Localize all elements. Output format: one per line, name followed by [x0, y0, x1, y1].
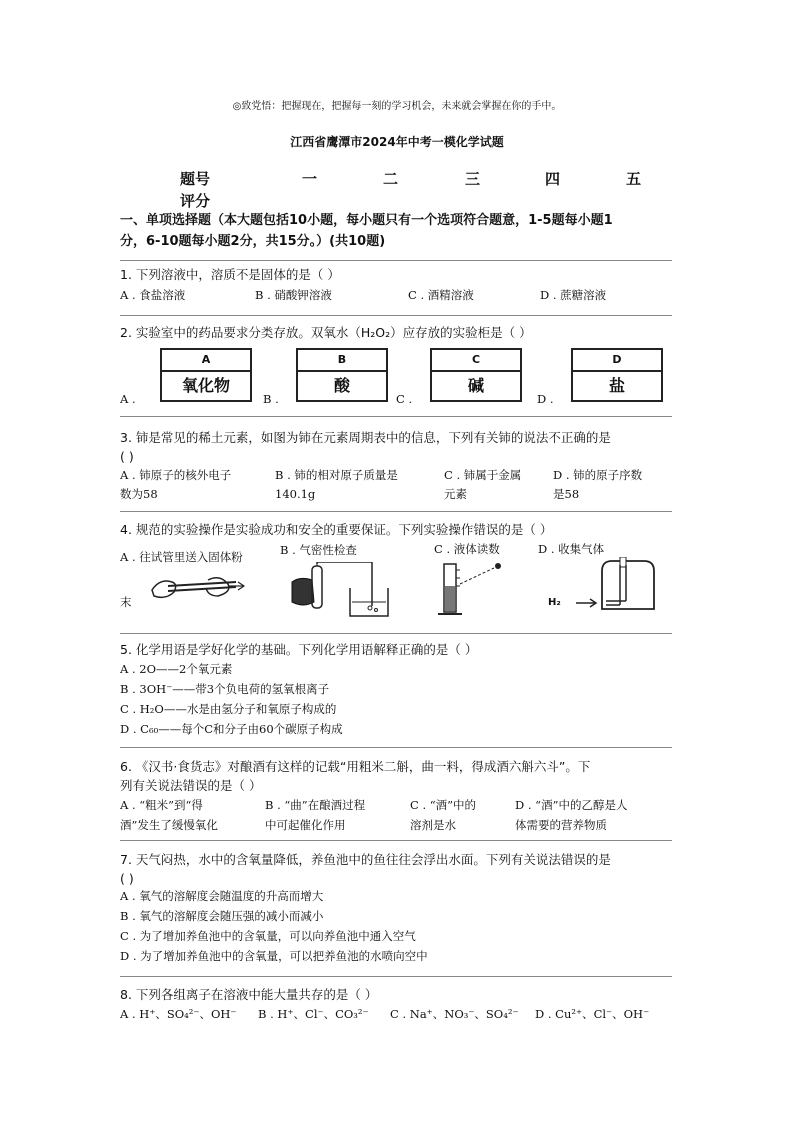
cabinet-category: 盐 — [608, 376, 625, 395]
cabinet-category: 碱 — [467, 376, 484, 395]
q8-option-a[interactable]: A . H⁺、SO₄²⁻、OH⁻ — [120, 1007, 237, 1021]
q5-option-c[interactable]: C . H₂O——水是由氢分子和氧原子构成的 — [120, 702, 337, 716]
q8-option-d[interactable]: D . Cu²⁺、Cl⁻、OH⁻ — [535, 1007, 650, 1021]
cabinet-letter: D — [573, 350, 661, 372]
question-stem-cont: ( ) — [120, 871, 134, 886]
question-stem: 2. 实验室中的药品要求分类存放。双氧水（H₂O₂）应存放的实验柜是（ ） — [120, 325, 532, 340]
q2-cabinet-d[interactable] — [571, 348, 663, 402]
question-stem: 3. 铈是常见的稀土元素，如图为铈在元素周期表中的信息，下列有关铈的说法不正确的是 — [120, 430, 611, 445]
option-line: B . 铈的相对原子质量是 — [275, 468, 398, 482]
option-line: A . “粗米”到“得 — [120, 798, 203, 812]
q1-option-b[interactable]: B . 硝酸钾溶液 — [255, 288, 332, 302]
q2-option-b-label[interactable]: B . — [263, 392, 279, 406]
q7-option-c[interactable]: C . 为了增加养鱼池中的含氧量，可以向养鱼池中通入空气 — [120, 929, 416, 943]
q7-option-d[interactable]: D . 为了增加养鱼池中的含氧量，可以把养鱼池的水喷向空中 — [120, 949, 428, 963]
page-title: 江西省鹰潭市2024年中考一模化学试题 — [290, 135, 504, 149]
option-line: A . 铈原子的核外电子 — [120, 468, 232, 482]
divider — [120, 416, 672, 417]
q4-option-a[interactable]: A . 往试管里送入固体粉 — [120, 550, 243, 564]
divider — [120, 976, 672, 977]
cabinet-letter: B — [298, 350, 386, 372]
q6-option-a[interactable] — [120, 795, 218, 835]
score-col-2: 二 — [383, 170, 399, 188]
q2-option-a-label[interactable]: A . — [120, 392, 136, 406]
question-7 — [120, 850, 676, 888]
option-line: C . 铈属于金属 — [444, 468, 522, 482]
question-6 — [120, 757, 676, 795]
cabinet-letter: C — [432, 350, 520, 372]
section-heading — [120, 210, 680, 252]
q2-cabinet-b[interactable] — [296, 348, 388, 402]
question-stem-cont: 列有关说法错误的是（ ） — [120, 778, 262, 793]
q4-option-c[interactable]: C . 液体读数 — [434, 542, 500, 556]
cabinet-category: 氧化物 — [181, 376, 230, 395]
powder-insertion-illustration — [148, 570, 248, 606]
score-header-label: 题号 — [180, 170, 211, 188]
q2-cabinet-a[interactable] — [160, 348, 252, 402]
question-stem: 8. 下列各组离子在溶液中能大量共存的是（ ） — [120, 987, 378, 1002]
option-line: 140.1g — [275, 487, 316, 501]
motto: ◎致党悟：把握现在，把握每一刻的学习机会，未来就会掌握在你的手中。 — [232, 101, 562, 112]
q4-option-a-cont: 末 — [120, 595, 132, 609]
q6-option-c[interactable] — [410, 795, 476, 835]
option-line: 体需要的营养物质 — [515, 818, 607, 832]
option-line: B . “曲”在酿酒过程 — [265, 798, 366, 812]
question-stem: 1. 下列溶液中，溶质不是固体的是（ ） — [120, 267, 340, 282]
question-stem: 6. 《汉书·食货志》对酿酒有这样的记载“用粗米二斛，曲一料，得成酒六斛六斗”。下 — [120, 759, 591, 774]
q3-option-a[interactable] — [120, 466, 231, 504]
divider — [120, 260, 672, 261]
q6-option-b[interactable] — [265, 795, 365, 835]
score-col-5: 五 — [626, 170, 642, 188]
q1-option-a[interactable]: A . 食盐溶液 — [120, 288, 186, 302]
q5-option-b[interactable]: B . 3OH⁻——带3个负电荷的氢氧根离子 — [120, 682, 330, 696]
q5-option-a[interactable]: A . 2O——2个氧元素 — [120, 662, 233, 676]
cylinder-reading-illustration — [436, 560, 506, 618]
q7-option-a[interactable]: A . 氧气的溶解度会随温度的升高而增大 — [120, 889, 324, 903]
divider — [120, 840, 672, 841]
divider — [120, 633, 672, 634]
q5-option-d[interactable]: D . C₆₀——每个C和分子由60个碳原子构成 — [120, 722, 343, 736]
section-line-1: 一、单项选择题（本大题包括10小题，每小题只有一个选项符合题意，1-5题每小题1 — [120, 213, 613, 228]
option-line: 酒”发生了缓慢氧化 — [120, 818, 218, 832]
option-line: 元素 — [444, 487, 467, 501]
q2-cabinet-c[interactable] — [430, 348, 522, 402]
option-line: 是58 — [553, 487, 580, 501]
option-line: 中可起催化作用 — [265, 818, 346, 832]
divider — [120, 747, 672, 748]
q8-option-c[interactable]: C . Na⁺、NO₃⁻、SO₄²⁻ — [390, 1007, 519, 1021]
q3-option-c[interactable] — [444, 466, 521, 504]
score-col-3: 三 — [465, 170, 481, 188]
question-5 — [120, 640, 676, 659]
q1-option-d[interactable]: D . 蔗糖溶液 — [540, 288, 607, 302]
airtightness-check-illustration — [284, 562, 394, 620]
option-line: 数为58 — [120, 487, 158, 501]
q4-option-d[interactable]: D . 收集气体 — [538, 542, 605, 556]
q4-option-b[interactable]: B . 气密性检查 — [280, 543, 357, 557]
question-stem: 5. 化学用语是学好化学的基础。下列化学用语解释正确的是（ ） — [120, 642, 478, 657]
option-line: D . “酒”中的乙醇是人 — [515, 798, 628, 812]
q1-option-c[interactable]: C . 酒精溶液 — [408, 288, 474, 302]
gas-collection-illustration — [546, 557, 662, 623]
option-line: D . 铈的原子序数 — [553, 468, 643, 482]
q3-option-b[interactable] — [275, 466, 398, 504]
question-stem-cont: ( ) — [120, 449, 134, 464]
question-stem: 7. 天气闷热，水中的含氧量降低，养鱼池中的鱼往往会浮出水面。下列有关说法错误的是 — [120, 852, 611, 867]
divider — [120, 511, 672, 512]
q3-option-d[interactable] — [553, 466, 642, 504]
q8-option-b[interactable]: B . H⁺、Cl⁻、CO₃²⁻ — [258, 1007, 369, 1021]
q2-option-d-label[interactable]: D . — [537, 392, 554, 406]
divider — [120, 315, 672, 316]
cabinet-letter: A — [162, 350, 250, 372]
score-col-4: 四 — [545, 170, 561, 188]
score-col-1: 一 — [302, 170, 318, 188]
question-8 — [120, 985, 676, 1004]
q2-option-c-label[interactable]: C . — [396, 392, 413, 406]
option-line: C . “酒”中的 — [410, 798, 477, 812]
q6-option-d[interactable] — [515, 795, 627, 835]
question-1 — [120, 265, 676, 284]
q7-option-b[interactable]: B . 氧气的溶解度会随压强的减小而减小 — [120, 909, 324, 923]
question-4 — [120, 520, 676, 539]
h2-label: H₂ — [548, 597, 561, 608]
section-line-2: 分，6-10题每小题2分，共15分。）(共10题) — [120, 234, 386, 249]
question-3 — [120, 428, 676, 466]
option-line: 溶剂是水 — [410, 818, 456, 832]
cabinet-category: 酸 — [333, 376, 350, 395]
question-2 — [120, 323, 676, 342]
question-stem: 4. 规范的实验操作是实验成功和安全的重要保证。下列实验操作错误的是（ ） — [120, 522, 553, 537]
score-row-label: 评分 — [180, 192, 211, 210]
